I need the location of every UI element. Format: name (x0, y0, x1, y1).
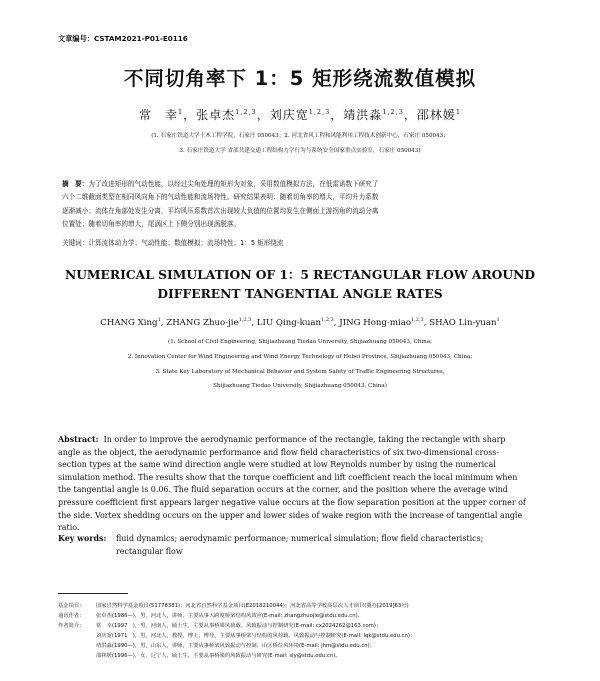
author-name: 常 幸 (138, 108, 178, 122)
keywords-line: rectangular flow (116, 546, 183, 556)
abstract-line: 为了改进矩形的气动性能，以经过尖角处理的矩形为对象，采用数值模拟方法，在低雷诺数下研究了 (88, 180, 379, 188)
english-affiliation-line: (1. School of Civil Engineering, Shijiazhuang Tiedao University, Shijiazhuang 050043, China; (168, 339, 432, 345)
author-name: 靖洪淼 (343, 108, 383, 122)
author-name: CHANG Xing (100, 317, 158, 328)
english-abstract-label: Abstract: (58, 435, 99, 444)
chinese-affiliation-line: (1. 石家庄铁道大学土木工程学院，石家庄 050043；2. 河北省风工程和风能利用工程技术创新中心，石家庄 050043； (151, 133, 449, 139)
chinese-authors: 常 幸$^1$，张卓杰$^{1,2,3}$，刘庆宽$^{1,2,3}$，靖洪淼$^{1,2,3}$，邵林媛$^1$ (138, 108, 462, 122)
abstract-line: angle as the object, the aerodynamic performance and flow field characteristics of six two-dimensional cross- (58, 447, 500, 457)
author-affiliation-mark: 1 (157, 317, 161, 323)
footnote-author-bio: 作者简介： 常 幸(1997 )，男，河南人，硕士生，主要从事桥梁风荷载、风致振动与控制研究(E-mail: cx2024262@163.com)； (58, 623, 382, 629)
footnote-author-bio: 靖洪淼(1990—)，男，山东人，讲师，主要从事桥梁风致振动与控制、山区桥位风环境(E-mail: jhm@stdu.edu.cn)； (96, 643, 375, 649)
author-affiliation-mark: 1,2,3 (235, 108, 257, 116)
chinese-abstract (62, 178, 550, 232)
author-name: 刘庆宽 (269, 108, 309, 122)
abstract-line: 六个二维截面类型在相同风向角下的气动性能和流场特性。研究结果表明：随着切角率的增大，平均升力系数 (62, 193, 379, 202)
chinese-affiliation-line: 3. 石家庄铁道大学 省部共建交通工程结构力学行为与系统安全国家重点实验室，石家庄 050043) (179, 148, 421, 154)
abstract-line: the tangential angle is 0.06. The fluid separation occurs at the corner, and the position where the average wind (58, 485, 508, 495)
author-affiliation-mark: 1,2,3 (308, 108, 331, 116)
footnote-author-bio: 刘庆宽(1971 )，男，河北人，教授，博士，博导，主要从事桥梁与结构的风荷载、风致振动与控制研究(E-mail: lqk@stdu.edu.cn)； (96, 633, 416, 639)
author-affiliation-mark: 1,2,3 (321, 317, 334, 323)
chinese-title: 不同切角率下 1：5 矩形绕流数值模拟 (123, 67, 477, 90)
footnote-author-bio: 邵林媛(1996—)，女，辽宁人，硕士生，主要从事桥梁的风致振动与研究(E-mail: sly@stdu.edu.cn)。 (96, 653, 341, 659)
english-abstract (58, 434, 552, 535)
keywords-line: fluid dynamics; aerodynamic performance; numerical simulation; flow field characteristics; (116, 534, 484, 543)
author-name: ZHANG Zhuo-jie (166, 317, 239, 328)
abstract-line: 位置处；随着切角率的增大，尾涡区上下侧分别出现涡脱落。 (62, 220, 241, 229)
footnote-corresponding-author: 通讯作者： 张卓杰(1986—)，男，河北人，讲师，主要从事大跨度桥梁结构风效应(E-mail: zhangzhuojie@stdu.edu.cn)。 (58, 613, 363, 619)
abstract-line: simulation method. The results show that the torque coefficient and lift coefficient reach the local minimum when (58, 472, 518, 482)
english-authors: CHANG Xing$^1$, ZHANG Zhuo-jie$^{1,2,3}$, LIU Qing-kuan$^{1,2,3}$, JING Hong-miao$^{1,2,3}$, SHAO Lin-yuan$^1$ (100, 317, 500, 328)
author-affiliation-mark: 1 (177, 108, 184, 116)
author-affiliation-mark: 1,2,3 (238, 317, 252, 323)
author-affiliation-mark: 1,2,3 (411, 317, 424, 323)
author-affiliation-mark: 1,2,3 (382, 108, 404, 116)
author-name: LIU Qing-kuan (256, 317, 322, 328)
chinese-keywords: 关键词：计算流体动力学；气动性能；数值模拟；流场特性；1：5 矩形绕流 (62, 239, 284, 247)
author-name: JING Hong-miao (339, 317, 412, 328)
author-name: 张卓杰 (196, 108, 236, 122)
abstract-line: In order to improve the aerodynamic performance of the rectangle, taking the rectangle with sharp (103, 435, 506, 444)
author-name: 邵林媛 (416, 108, 456, 122)
abstract-line: 逐渐减小；流体在角部处发生分离，平均风压系数首次出现较大负值的位置均发生在侧面上游拐角的流动分离 (62, 206, 379, 215)
english-title-line: NUMERICAL SIMULATION OF 1：5 RECTANGULAR FLOW AROUND (64, 267, 536, 282)
english-keywords (58, 533, 552, 556)
abstract-line: the side. Vortex shedding occurs on the upper and lower sides of wake region with the increase of tangential angle (58, 510, 523, 520)
chinese-abstract-label: 摘 要： (62, 180, 89, 188)
abstract-line: ratio. (58, 523, 80, 533)
footnote-divider (58, 593, 128, 594)
english-keywords-label: Key words: (58, 534, 107, 543)
english-title-line: DIFFERENT TANGENTIAL ANGLE RATES (157, 286, 443, 301)
author-affiliation-mark: 1 (496, 317, 500, 323)
article-number: 文章编号：CSTAM2021-P01-E0116 (58, 34, 188, 43)
footnote-funding: 基金项目： 国家自然科学基金项目(51778381)；河北省自然科学基金项目(E2018210044)；河北省高等学校高层次人才项目(冀办[2019]63号) (58, 603, 409, 609)
english-affiliation-line: 3. State Key Laboratory of Mechanical Behavior and System Safety of Traffic Engineering Structures, (155, 369, 445, 375)
english-affiliation-line: 2. Innovation Center for Wind Engineering and Wind Energy Technology of Hebei Province, Shijiazhuang 050043, China; (127, 354, 473, 360)
english-title (0, 265, 600, 303)
english-affiliation-line: Shijiazhuang Tiedao University, Shijiazhuang 050043, China) (213, 383, 387, 389)
abstract-line: section types at the same wind direction angle were studied at low Reynolds number by using the numerical (58, 460, 496, 470)
author-name: SHAO Lin-yuan (429, 317, 497, 328)
abstract-line: pressure coefficient first appears larger negative value occurs at the flow separation position at the upper corner of (58, 497, 526, 507)
author-affiliation-mark: 1 (455, 108, 462, 116)
